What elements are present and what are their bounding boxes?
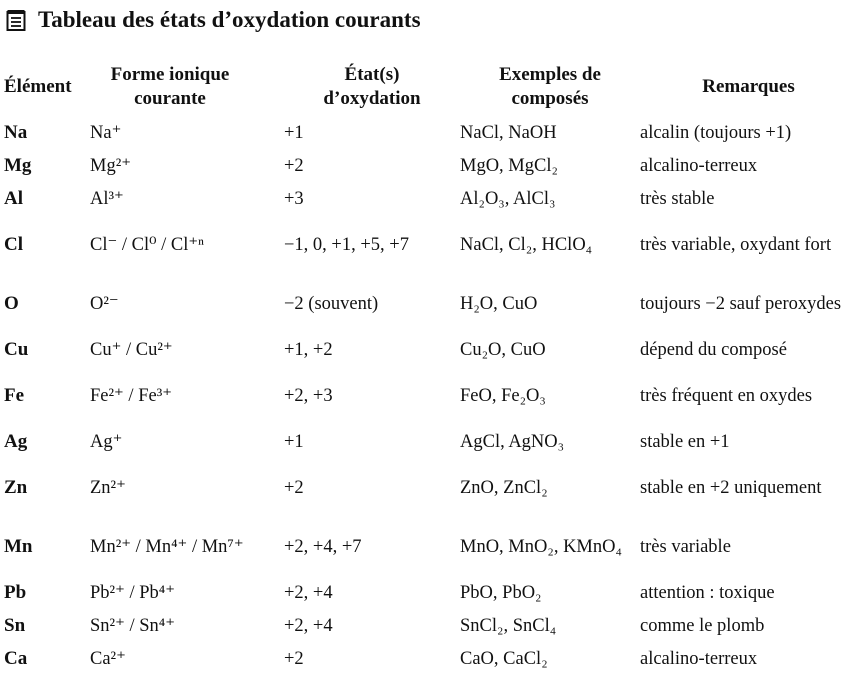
cell-element: Sn: [4, 614, 26, 636]
cell-element: Ag: [4, 430, 28, 452]
table-row: [0, 333, 857, 366]
oxidation-table: [0, 58, 857, 675]
cell-states: +2: [284, 648, 304, 669]
cell-examples: ZnO, ZnCl₂: [460, 477, 548, 498]
header-element: Élément: [4, 76, 72, 97]
cell-remarks: très variable: [640, 536, 731, 557]
cell-states: +1, +2: [284, 339, 333, 360]
cell-element: Pb: [4, 581, 27, 603]
cell-element: Ca: [4, 647, 28, 669]
cell-examples: MnO, MnO₂, KMnO₄: [460, 536, 622, 557]
header-ion: Forme ionique courante: [110, 64, 230, 109]
cell-element: Cl: [4, 233, 23, 255]
cell-ion: Na⁺: [90, 122, 122, 143]
cell-states: −2 (souvent): [284, 293, 379, 314]
cell-ion: Ca²⁺: [90, 648, 126, 669]
notepad-icon: [6, 9, 26, 31]
cell-states: +3: [284, 188, 304, 209]
cell-remarks: alcalino-terreux: [640, 648, 758, 669]
table-row: [0, 149, 857, 182]
table-header-row: [0, 58, 857, 116]
cell-states: +1: [284, 431, 304, 452]
cell-ion: Fe²⁺ / Fe³⁺: [90, 385, 173, 406]
cell-ion: Pb²⁺ / Pb⁴⁺: [90, 582, 175, 603]
table-row: [0, 182, 857, 215]
cell-element: Al: [4, 187, 23, 209]
cell-examples: MgO, MgCl₂: [460, 155, 558, 176]
cell-examples: H₂O, CuO: [460, 293, 538, 314]
table-row: [0, 274, 857, 333]
cell-ion: Sn²⁺ / Sn⁴⁺: [90, 615, 175, 636]
cell-element: Zn: [4, 476, 28, 498]
header-states: État(s) d’oxydation: [323, 64, 421, 109]
cell-states: +2: [284, 155, 304, 176]
cell-ion: Al³⁺: [90, 188, 124, 209]
table-row: [0, 576, 857, 609]
cell-ion: O²⁻: [90, 293, 119, 314]
cell-ion: Mg²⁺: [90, 155, 132, 176]
cell-ion: Zn²⁺: [90, 477, 126, 498]
cell-states: +2: [284, 477, 304, 498]
table-row: [0, 425, 857, 458]
cell-element: Fe: [4, 384, 25, 406]
cell-states: +2, +4: [284, 615, 333, 636]
header-remarks: Remarques: [702, 76, 795, 97]
cell-element: Mn: [4, 535, 33, 557]
cell-remarks: toujours −2 sauf peroxydes: [640, 293, 842, 314]
cell-element: O: [4, 292, 19, 314]
table-row: [0, 215, 857, 274]
cell-remarks: alcalin (toujours +1): [640, 122, 792, 143]
cell-remarks: comme le plomb: [640, 615, 765, 636]
cell-examples: SnCl₂, SnCl₄: [460, 615, 557, 636]
table-row: [0, 458, 857, 517]
cell-remarks: très stable: [640, 188, 715, 209]
cell-states: +2, +4: [284, 582, 333, 603]
cell-examples: FeO, Fe₂O₃: [460, 385, 546, 406]
page-title: [6, 4, 421, 36]
table-row: [0, 517, 857, 576]
cell-examples: NaCl, NaOH: [460, 122, 557, 143]
table-row: [0, 366, 857, 425]
cell-remarks: alcalino-terreux: [640, 155, 758, 176]
cell-states: +2, +4, +7: [284, 536, 362, 557]
cell-element: Cu: [4, 338, 29, 360]
table-row: [0, 116, 857, 149]
cell-remarks: stable en +2 uniquement: [640, 477, 822, 498]
cell-ion: Cl⁻ / Cl⁰ / Cl⁺ⁿ: [90, 234, 204, 255]
cell-examples: Cu₂O, CuO: [460, 339, 546, 360]
cell-remarks: attention : toxique: [640, 582, 775, 603]
table-row: [0, 642, 857, 675]
cell-remarks: stable en +1: [640, 431, 730, 452]
cell-examples: PbO, PbO₂: [460, 582, 542, 603]
cell-remarks: très variable, oxydant fort: [640, 234, 832, 255]
cell-ion: Mn²⁺ / Mn⁴⁺ / Mn⁷⁺: [90, 536, 244, 557]
cell-states: +1: [284, 122, 304, 143]
cell-ion: Ag⁺: [90, 431, 123, 452]
header-examples: Exemples de composés: [499, 64, 601, 109]
cell-examples: Al₂O₃, AlCl₃: [460, 188, 556, 209]
cell-examples: AgCl, AgNO₃: [460, 431, 565, 452]
cell-element: Na: [4, 121, 28, 143]
cell-states: +2, +3: [284, 385, 333, 406]
table-body: [0, 116, 857, 675]
cell-element: Mg: [4, 154, 32, 176]
cell-remarks: très fréquent en oxydes: [640, 385, 813, 406]
table-row: [0, 609, 857, 642]
title-text: Tableau des états d’oxydation courants: [38, 7, 421, 32]
cell-examples: NaCl, Cl₂, HClO₄: [460, 234, 593, 255]
cell-examples: CaO, CaCl₂: [460, 648, 548, 669]
cell-ion: Cu⁺ / Cu²⁺: [90, 339, 173, 360]
cell-states: −1, 0, +1, +5, +7: [284, 234, 409, 255]
cell-remarks: dépend du composé: [640, 339, 787, 360]
